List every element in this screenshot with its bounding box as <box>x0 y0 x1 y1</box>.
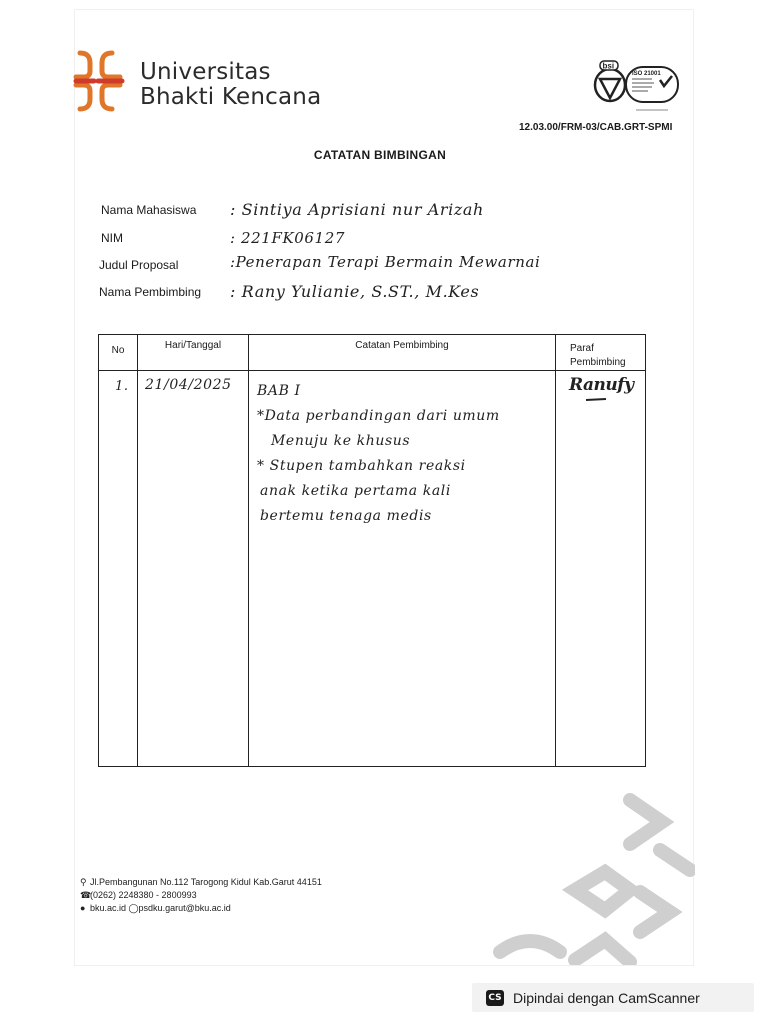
instagram-icon: ◯ <box>128 903 139 913</box>
table-row <box>99 371 646 767</box>
guidance-table <box>98 334 646 767</box>
nim-value: : 221FK06127 <box>230 229 345 247</box>
note-line: * Stupen tambahkan reaksi <box>257 458 466 474</box>
footer-phone-row <box>80 889 322 902</box>
bsi-brand: bsi <box>602 61 615 71</box>
advisor-value: : Rany Yulianie, S.ST., M.Kes <box>230 282 480 301</box>
note-line: anak ketika pertama kali <box>260 483 451 499</box>
advisor-label: Nama Pembimbing <box>99 285 202 299</box>
footer-email: psdku.garut@bku.ac.id <box>138 903 231 913</box>
student-name-value: : Sintiya Aprisiani nur Arizah <box>230 200 484 219</box>
note-line: bertemu tenaga medis <box>260 508 432 524</box>
signature-underline <box>582 394 622 406</box>
header-notes: Catatan Pembimbing <box>249 335 556 371</box>
camscanner-text: Dipindai dengan CamScanner <box>513 989 700 1006</box>
nim-label: NIM <box>101 231 123 245</box>
logo-line-2: Bhakti Kencana <box>140 84 322 110</box>
web-icon: ● <box>80 903 86 913</box>
header-date: Hari/Tanggal <box>138 335 249 371</box>
footer-phone: (0262) 2248380 - 2800993 <box>90 890 197 900</box>
footer-web: bku.ac.id <box>90 903 127 913</box>
row-signature-cell <box>556 371 646 767</box>
location-icon: ⚲ <box>80 877 87 887</box>
proposal-title-label: Judul Proposal <box>99 258 179 272</box>
camscanner-badge <box>472 983 754 1012</box>
document-title-text: CATATAN BIMBINGAN <box>313 148 447 162</box>
document-number: 12.03.00/FRM-03/CAB.GRT-SPMI <box>519 122 673 133</box>
header-signature: Paraf Pembimbing <box>556 335 646 371</box>
phone-icon: ☎ <box>80 890 92 900</box>
university-name <box>140 60 321 110</box>
footer-address-row <box>80 876 322 889</box>
note-line: *Data perbandingan dari umum <box>257 408 500 424</box>
footer-address: Jl.Pembangunan No.112 Tarogong Kidul Kab.Garut 44151 <box>90 877 322 887</box>
row-notes-cell <box>249 371 556 767</box>
bsi-certification-icon <box>586 58 682 114</box>
row-no-cell <box>99 371 138 767</box>
footer-contact-row <box>80 902 322 915</box>
note-line: BAB I <box>257 383 301 399</box>
proposal-title-value: :Penerapan Terapi Bermain Mewarnai <box>230 253 541 271</box>
row-date-cell <box>138 371 249 767</box>
iso-label: ISO 21001 <box>632 71 661 77</box>
logo-watermark-icon <box>480 780 695 965</box>
document-title <box>0 148 768 162</box>
logo-line-1: Universitas <box>140 59 271 85</box>
row-no: 1. <box>115 379 129 394</box>
university-logo-icon <box>72 47 132 113</box>
advisor-signature: Ranufy <box>569 375 634 395</box>
footer <box>80 876 322 915</box>
row-date: 21/04/2025 <box>145 377 232 393</box>
camscanner-icon: CS <box>486 990 504 1006</box>
student-name-label: Nama Mahasiswa <box>101 203 197 217</box>
table-header-row <box>99 335 646 371</box>
note-line: Menuju ke khusus <box>271 433 411 449</box>
header-no: No <box>99 335 138 371</box>
